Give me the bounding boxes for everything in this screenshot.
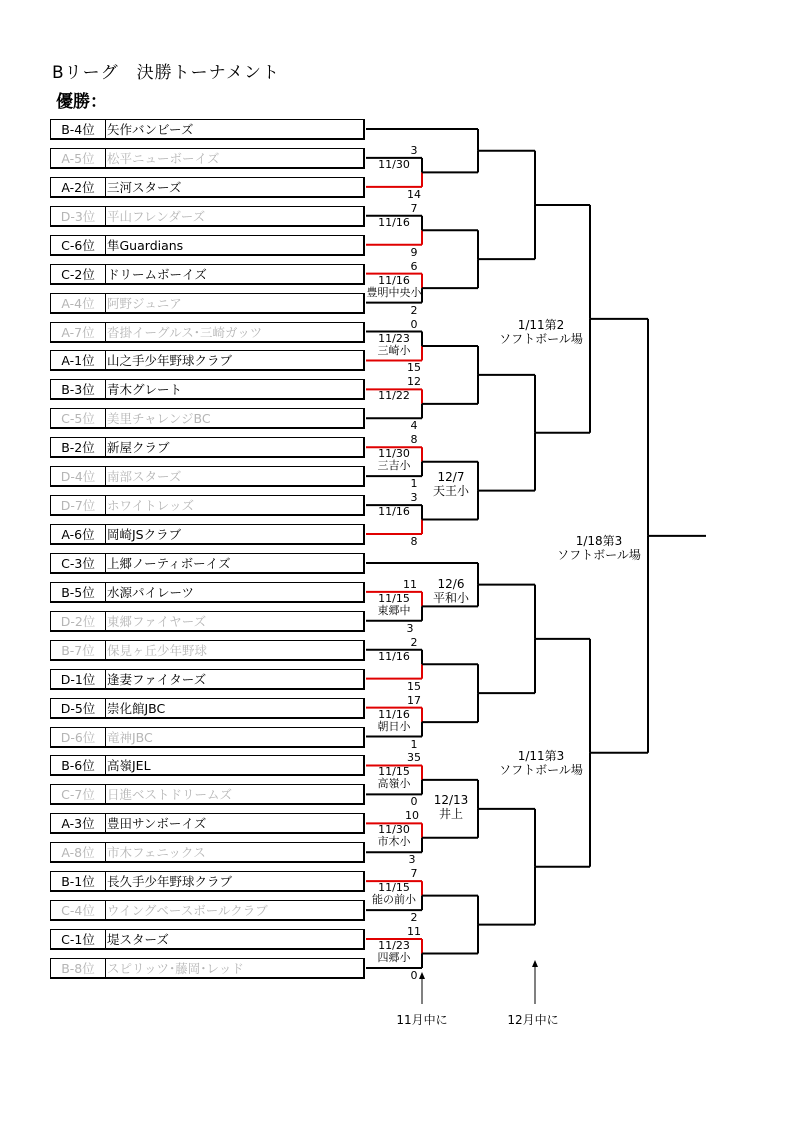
match-label: 7 <box>410 201 418 215</box>
team-row <box>50 524 365 545</box>
team-row <box>50 322 365 343</box>
venue-place: 平和小 <box>432 591 470 605</box>
venue-label <box>499 749 583 777</box>
match-label: 7 <box>410 867 418 881</box>
match-label: 4 <box>410 419 418 433</box>
team-name: 矢作バンビーズ <box>107 122 194 137</box>
match-label: 11/30 <box>378 447 410 461</box>
team-rank: C-1位 <box>51 930 106 948</box>
team-name: 岡崎JSクラブ <box>107 527 182 543</box>
match-label: 11/16 <box>378 215 410 229</box>
match-label: 0 <box>410 317 418 331</box>
team-name: 隼Guardians <box>107 237 184 253</box>
match-label: 15 <box>407 361 421 375</box>
match-label: 6 <box>410 259 418 273</box>
match-label: 3 <box>410 143 418 157</box>
team-name: 高嶺JEL <box>107 758 151 774</box>
venue-place: 天王小 <box>432 484 470 498</box>
team-row <box>50 698 365 719</box>
team-row <box>50 755 365 776</box>
match-label: 9 <box>410 245 418 259</box>
team-rank: D-1位 <box>51 670 106 688</box>
team-rank: C-5位 <box>51 409 106 427</box>
team-row <box>50 293 365 314</box>
match-label: 11/16 <box>378 273 410 287</box>
team-row <box>50 206 365 227</box>
team-rank: C-7位 <box>51 785 106 803</box>
team-rank: A-5位 <box>51 149 106 167</box>
team-row <box>50 640 365 661</box>
team-row <box>50 350 365 371</box>
team-name: 竜神JBC <box>107 729 153 745</box>
team-rank: D-4位 <box>51 467 106 485</box>
match-label: 能の前小 <box>372 893 416 907</box>
match-label: 1 <box>410 477 418 491</box>
arrow-mid-december-head <box>532 960 538 967</box>
match-label: 三吉小 <box>377 459 411 473</box>
team-rank: B-8位 <box>51 959 106 977</box>
match-label: 11/22 <box>378 389 410 403</box>
team-rank: D-6位 <box>51 728 106 746</box>
match-label: 35 <box>407 751 421 765</box>
team-name: ウイングベースボールクラブ <box>107 903 268 919</box>
team-name: 日進ベストドリームズ <box>107 787 233 803</box>
match-label: 0 <box>410 968 418 982</box>
team-row <box>50 784 365 805</box>
team-rank: B-5位 <box>51 583 106 601</box>
venue-place: ソフトボール場 <box>499 332 583 346</box>
team-name: 南部スターズ <box>107 469 182 485</box>
team-rank: A-4位 <box>51 294 106 312</box>
team-rank: B-6位 <box>51 756 106 774</box>
match-label: 豊明中央小 <box>366 285 422 299</box>
footer-mid-december: 12月中に <box>507 1013 559 1027</box>
match-label: 11/15 <box>378 591 410 605</box>
team-name: 松平ニューボーイズ <box>107 150 220 166</box>
team-row <box>50 177 365 198</box>
match-label: 11/16 <box>378 505 410 519</box>
team-row <box>50 842 365 863</box>
match-label: 2 <box>410 635 418 649</box>
match-label: 三崎小 <box>377 343 411 357</box>
team-name: 三河スターズ <box>107 179 182 195</box>
venue-label <box>499 318 583 346</box>
venue-label <box>433 577 469 605</box>
match-label: 朝日小 <box>377 719 411 733</box>
team-name: 阿野ジュニア <box>107 295 182 311</box>
team-row <box>50 813 365 834</box>
champion-label: 優勝： <box>56 92 107 112</box>
team-name: 新屋クラブ <box>107 440 170 456</box>
team-row <box>50 408 365 429</box>
match-label: 11/30 <box>378 157 410 171</box>
team-name: 沓掛イーグルス･三崎ガッツ <box>107 324 263 340</box>
match-label: 2 <box>410 911 418 925</box>
match-label: 10 <box>405 809 419 823</box>
match-label: 高嶺小 <box>377 777 411 791</box>
team-rank: B-4位 <box>51 120 106 138</box>
venue-date: 1/11第2 <box>517 318 565 332</box>
match-label: 0 <box>410 795 418 809</box>
team-name: 堤スターズ <box>107 932 169 948</box>
team-name: 平山フレンダーズ <box>107 208 206 224</box>
team-rank: B-1位 <box>51 872 106 890</box>
team-row <box>50 553 365 574</box>
team-row <box>50 466 365 487</box>
team-row <box>50 148 365 169</box>
team-name: 崇化館JBC <box>107 700 166 716</box>
venue-date: 1/18第3 <box>575 534 623 548</box>
match-label: 15 <box>407 679 421 693</box>
team-row <box>50 611 365 632</box>
team-name: 山之手少年野球クラブ <box>107 353 233 369</box>
team-name: 逢妻ファイターズ <box>107 671 207 687</box>
venue-date: 1/11第3 <box>517 749 565 763</box>
venue-date: 12/6 <box>437 577 465 591</box>
venue-place: ソフトボール場 <box>557 548 641 562</box>
match-label: 11 <box>407 925 421 939</box>
match-label: 3 <box>408 853 416 867</box>
team-row <box>50 727 365 748</box>
team-name: ドリームボーイズ <box>107 266 207 282</box>
team-rank: A-1位 <box>51 351 106 369</box>
match-label: 11/15 <box>378 881 410 895</box>
team-row <box>50 379 365 400</box>
team-name: 保見ヶ丘少年野球 <box>107 642 208 658</box>
team-rank: C-4位 <box>51 901 106 919</box>
match-label: 1 <box>410 737 418 751</box>
team-rank: A-3位 <box>51 814 106 832</box>
team-row <box>50 437 365 458</box>
match-label: 11 <box>403 577 417 591</box>
team-rank: C-2位 <box>51 265 106 283</box>
team-name: 美里チャレンジBC <box>107 411 211 427</box>
team-row <box>50 929 365 950</box>
venue-label <box>434 793 469 821</box>
team-rank: B-2位 <box>51 438 106 456</box>
team-rank: B-3位 <box>51 380 106 398</box>
team-rank: A-2位 <box>51 178 106 196</box>
arrow-mid-november-head <box>419 972 425 979</box>
team-name: 市木フェニックス <box>107 845 206 861</box>
team-rank: D-3位 <box>51 207 106 225</box>
team-name: ホワイトレッズ <box>107 498 195 514</box>
team-row <box>50 582 365 603</box>
team-row <box>50 495 365 516</box>
venue-date: 12/7 <box>437 470 465 484</box>
match-label: 8 <box>410 535 418 549</box>
match-label: 11/16 <box>378 707 410 721</box>
team-name: 上郷ノーティボーイズ <box>107 555 231 571</box>
team-row <box>50 235 365 256</box>
match-label: 11/23 <box>378 939 410 953</box>
team-rank: C-6位 <box>51 236 106 254</box>
venue-place: 井上 <box>438 807 463 821</box>
team-name: 東郷ファイヤーズ <box>107 613 207 629</box>
match-label: 11/16 <box>378 649 410 663</box>
venue-label <box>433 470 469 498</box>
venue-label <box>557 534 641 562</box>
team-name: 長久手少年野球クラブ <box>107 874 233 890</box>
match-label: 3 <box>406 621 414 635</box>
team-rank: A-6位 <box>51 525 106 543</box>
footer-mid-november: 11月中に <box>396 1013 448 1027</box>
match-label: 11/23 <box>378 331 410 345</box>
venue-date: 12/13 <box>433 793 469 807</box>
team-rank: D-7位 <box>51 496 106 514</box>
match-label: 3 <box>410 491 418 505</box>
team-rank: D-5位 <box>51 699 106 717</box>
team-rank: A-8位 <box>51 843 106 861</box>
team-name: スピリッツ･藤岡･レッド <box>107 960 244 976</box>
team-row <box>50 264 365 285</box>
match-label: 8 <box>410 433 418 447</box>
team-name: 豊田サンボーイズ <box>107 816 207 832</box>
team-row <box>50 669 365 690</box>
team-name: 水源パイレーツ <box>107 584 195 600</box>
match-label: 2 <box>410 303 418 317</box>
team-name: 青木グレート <box>107 382 183 398</box>
team-rank: C-3位 <box>51 554 106 572</box>
match-label: 四郷小 <box>377 951 411 965</box>
match-label: 東郷中 <box>377 603 411 617</box>
match-label: 17 <box>407 693 421 707</box>
team-row <box>50 871 365 892</box>
team-rank: B-7位 <box>51 641 106 659</box>
match-label: 市木小 <box>377 835 411 849</box>
match-label: 12 <box>407 375 421 389</box>
team-rank: A-7位 <box>51 323 106 341</box>
team-row <box>50 958 365 979</box>
page-title: Bリーグ 決勝トーナメント <box>52 63 280 83</box>
match-label: 14 <box>407 187 421 201</box>
team-row <box>50 119 365 140</box>
match-label: 11/15 <box>378 765 410 779</box>
team-rank: D-2位 <box>51 612 106 630</box>
team-row <box>50 900 365 921</box>
match-label: 11/30 <box>378 823 410 837</box>
venue-place: ソフトボール場 <box>499 763 583 777</box>
